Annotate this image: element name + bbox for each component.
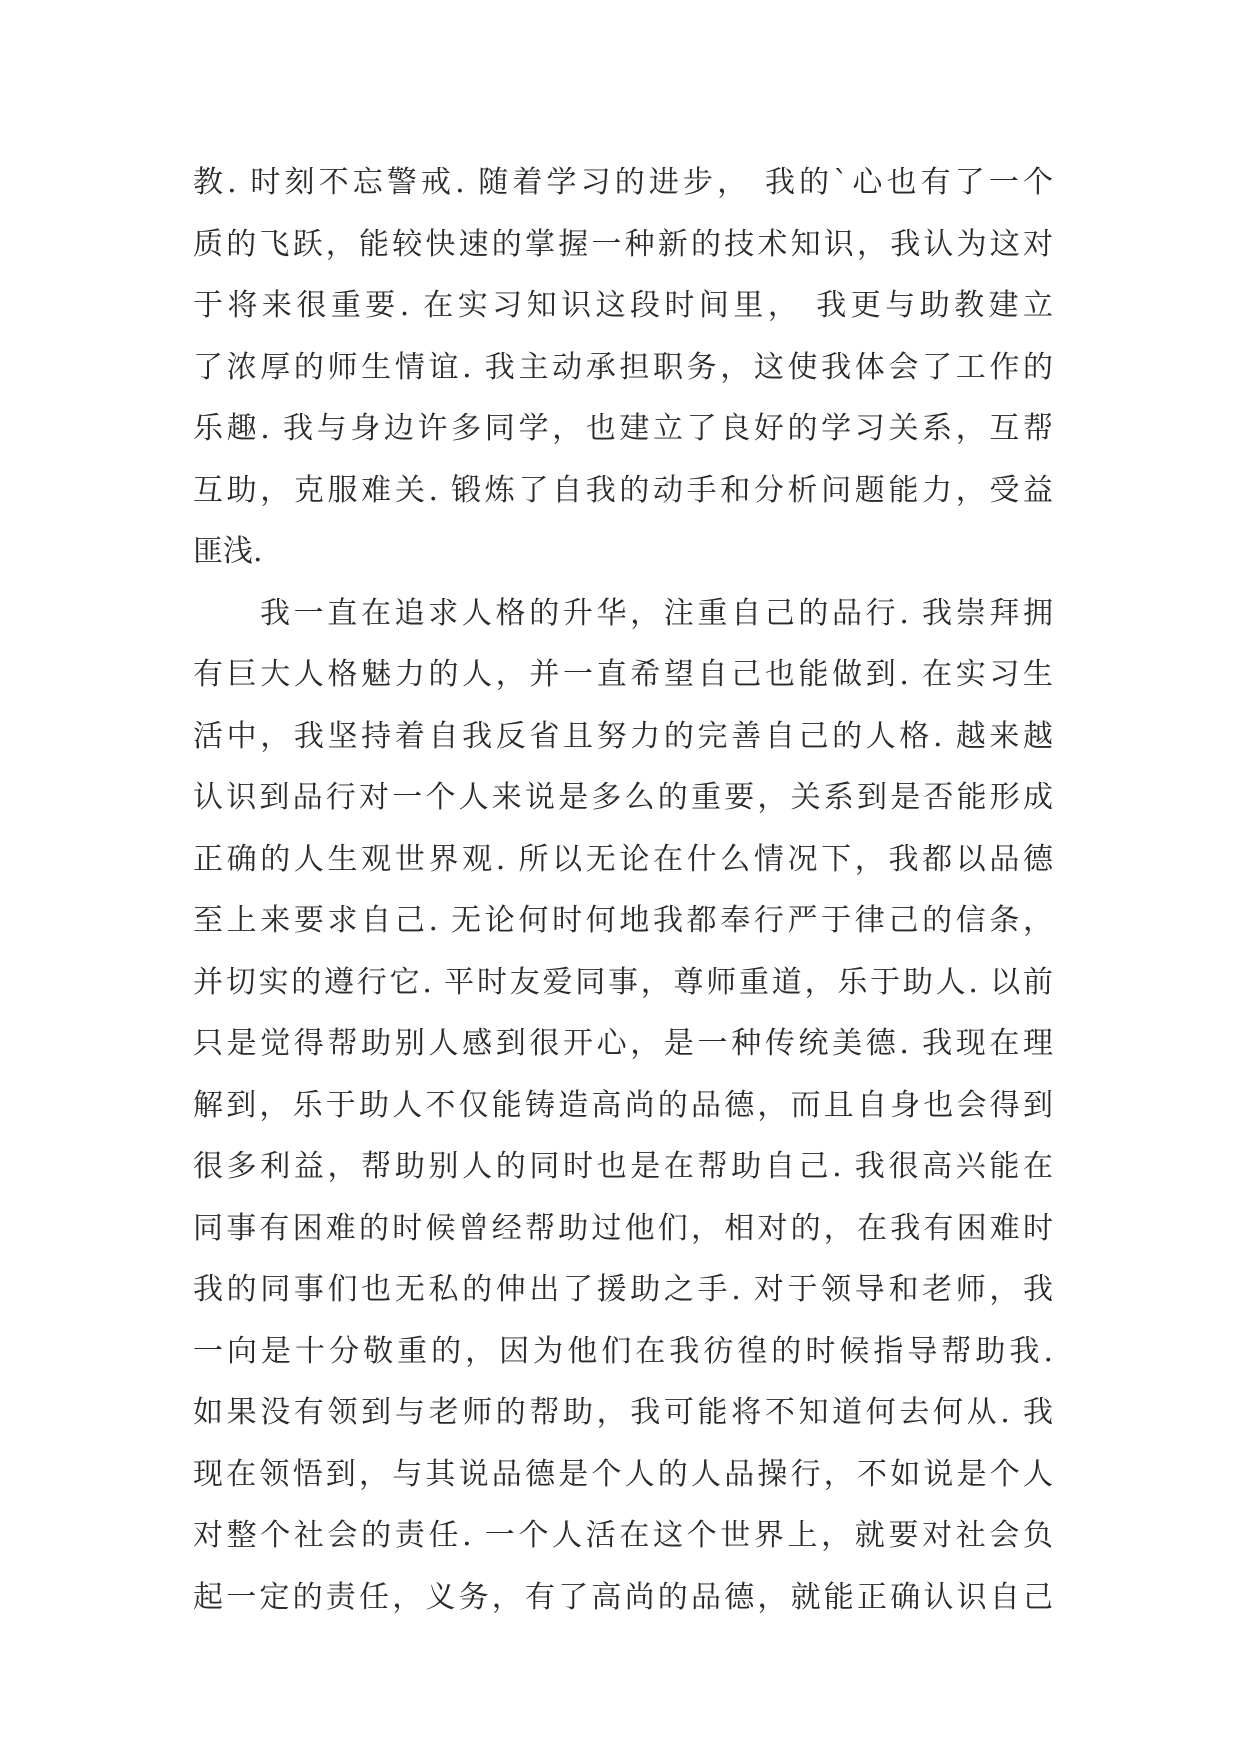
text-line: 活中，我坚持着自我反省且努力的完善自己的人格. 越来越 xyxy=(193,718,1053,754)
text-line: 匪浅. xyxy=(193,534,263,569)
text-line: 我一直在追求人格的升华，注重自己的品行. 我崇拜拥 xyxy=(260,595,1053,631)
text-line: 至上来要求自己. 无论何时何地我都奉行严于律己的信条， xyxy=(193,903,1053,938)
text-line: 起一定的责任，义务，有了高尚的品德，就能正确认识自己 xyxy=(193,1579,1053,1615)
text-line: 如果没有领到与老师的帮助，我可能将不知道何去何从. 我 xyxy=(193,1395,1053,1430)
text-line: 质的飞跃，能较快速的掌握一种新的技术知识，我认为这对 xyxy=(193,226,1053,262)
text-line: 一向是十分敬重的，因为他们在我彷徨的时候指导帮助我. xyxy=(193,1333,1053,1369)
text-line: 正确的人生观世界观. 所以无论在什么情况下，我都以品德 xyxy=(193,841,1053,877)
text-line: 并切实的遵行它. 平时友爱同事，尊师重道，乐于助人. 以前 xyxy=(193,964,1053,1000)
text-line: 认识到品行对一个人来说是多么的重要，关系到是否能形成 xyxy=(193,780,1053,815)
text-line: 了浓厚的师生情谊. 我主动承担职务，这使我体会了工作的 xyxy=(193,349,1053,385)
text-line: 同事有困难的时候曾经帮助过他们，相对的，在我有困难时 xyxy=(193,1210,1053,1246)
text-line: 互助，克服难关. 锻炼了自我的动手和分析问题能力，受益 xyxy=(193,472,1053,508)
text-line: 有巨大人格魅力的人，并一直希望自己也能做到. 在实习生 xyxy=(193,657,1053,692)
text-line: 于将来很重要. 在实习知识这段时间里， 我更与助教建立 xyxy=(193,288,1053,323)
text-line: 对整个社会的责任. 一个人活在这个世界上，就要对社会负 xyxy=(193,1518,1053,1553)
text-line: 现在领悟到，与其说品德是个人的人品操行，不如说是个人 xyxy=(193,1456,1053,1492)
text-line: 解到，乐于助人不仅能铸造高尚的品德，而且自身也会得到 xyxy=(193,1087,1053,1123)
paragraph-2 xyxy=(193,583,1053,1629)
text-line: 很多利益，帮助别人的同时也是在帮助自己. 我很高兴能在 xyxy=(193,1149,1053,1184)
text-line: 我的同事们也无私的伸出了援助之手. 对于领导和老师，我 xyxy=(193,1272,1053,1307)
body-text xyxy=(193,152,1053,1628)
text-line: 教. 时刻不忘警戒. 随着学习的进步， 我的`心也有了一个 xyxy=(193,165,1053,200)
text-line: 只是觉得帮助别人感到很开心，是一种传统美德. 我现在理 xyxy=(193,1026,1053,1061)
text-line: 乐趣. 我与身边许多同学，也建立了良好的学习关系，互帮 xyxy=(193,411,1053,446)
paragraph-1 xyxy=(193,152,1053,583)
